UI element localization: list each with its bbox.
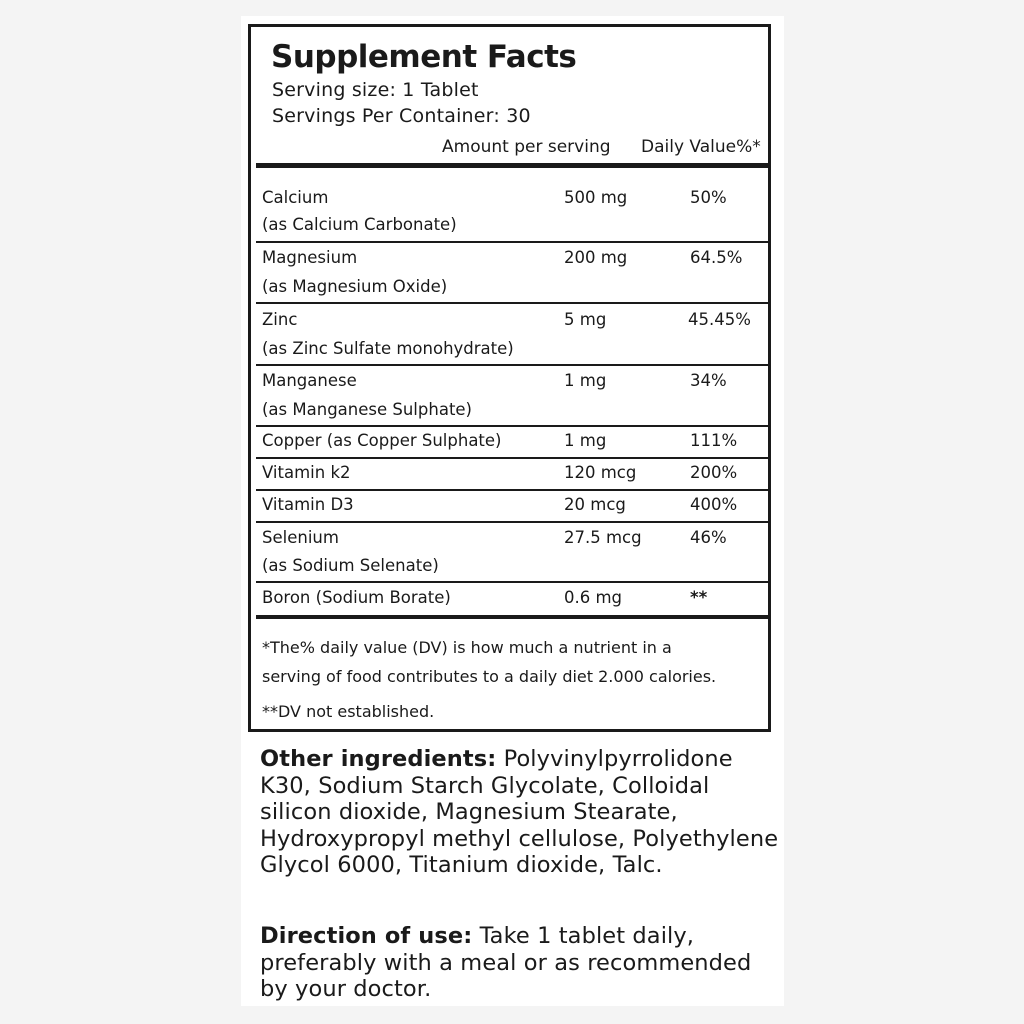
directions-text: Take 1 tablet daily, preferably with a meal or as recommended by your doctor.	[260, 923, 752, 1002]
nutrient-dv: 111%	[690, 431, 738, 450]
nutrient-dv: 46%	[690, 528, 727, 547]
nutrient-dv: **	[690, 588, 708, 607]
header-rule	[256, 163, 769, 168]
nutrient-name: Vitamin D3	[262, 495, 354, 514]
nutrient-amount: 120 mcg	[564, 463, 637, 482]
row-divider	[256, 521, 769, 523]
nutrient-name: Zinc	[262, 310, 298, 329]
row-divider	[256, 241, 769, 243]
nutrient-form: (as Zinc Sulfate monohydrate)	[262, 339, 514, 358]
nutrient-name: Boron (Sodium Borate)	[262, 588, 451, 607]
nutrient-name: Selenium	[262, 528, 339, 547]
row-divider	[256, 302, 769, 304]
footnote-dv-not-established: **DV not established.	[262, 702, 435, 721]
nutrient-name: Calcium	[262, 188, 329, 207]
footnote-rule	[256, 615, 769, 619]
nutrient-amount: 20 mcg	[564, 495, 626, 514]
daily-value-header: Daily Value%*	[641, 137, 761, 157]
nutrient-amount: 0.6 mg	[564, 588, 623, 607]
nutrient-amount: 27.5 mcg	[564, 528, 642, 547]
nutrient-form: (as Calcium Carbonate)	[262, 215, 457, 234]
footnote-daily-value: *The% daily value (DV) is how much a nutrient in a	[262, 638, 672, 657]
nutrient-name: Vitamin k2	[262, 463, 351, 482]
nutrient-form: (as Magnesium Oxide)	[262, 277, 448, 296]
nutrient-name: Manganese	[262, 371, 357, 390]
nutrient-dv: 64.5%	[690, 248, 743, 267]
footnote-daily-value-cont: serving of food contributes to a daily diet 2.000 calories.	[262, 667, 717, 686]
nutrient-amount: 5 mg	[564, 310, 607, 329]
supplement-facts-title: Supplement Facts	[271, 39, 577, 75]
row-divider	[256, 581, 769, 583]
nutrient-name: Magnesium	[262, 248, 358, 267]
amount-per-serving-header: Amount per serving	[442, 137, 611, 157]
row-divider	[256, 364, 769, 366]
nutrient-amount: 500 mg	[564, 188, 628, 207]
nutrient-name: Copper (as Copper Sulphate)	[262, 431, 502, 450]
nutrient-form: (as Manganese Sulphate)	[262, 400, 472, 419]
nutrient-amount: 1 mg	[564, 371, 607, 390]
nutrient-dv: 34%	[690, 371, 727, 390]
serving-size: Serving size: 1 Tablet	[272, 79, 479, 101]
nutrient-form: (as Sodium Selenate)	[262, 556, 439, 575]
other-ingredients-label: Other ingredients:	[260, 746, 497, 772]
nutrient-dv: 45.45%	[688, 310, 751, 329]
other-ingredients-text: Polyvinylpyrrolidone K30, Sodium Starch Glycolate, Colloidal silicon dioxide, Magnesium Stearate, Hydroxypropyl methyl cellulose, Polyethylene Glycol 6000, Titanium dioxide, Talc.	[260, 746, 779, 878]
nutrient-amount: 200 mg	[564, 248, 628, 267]
directions-of-use	[260, 923, 780, 1003]
directions-label: Direction of use:	[260, 923, 473, 949]
nutrient-dv: 400%	[690, 495, 738, 514]
nutrient-dv: 50%	[690, 188, 727, 207]
nutrient-amount: 1 mg	[564, 431, 607, 450]
other-ingredients	[260, 746, 780, 879]
nutrient-dv: 200%	[690, 463, 738, 482]
servings-per-container: Servings Per Container: 30	[272, 105, 531, 127]
